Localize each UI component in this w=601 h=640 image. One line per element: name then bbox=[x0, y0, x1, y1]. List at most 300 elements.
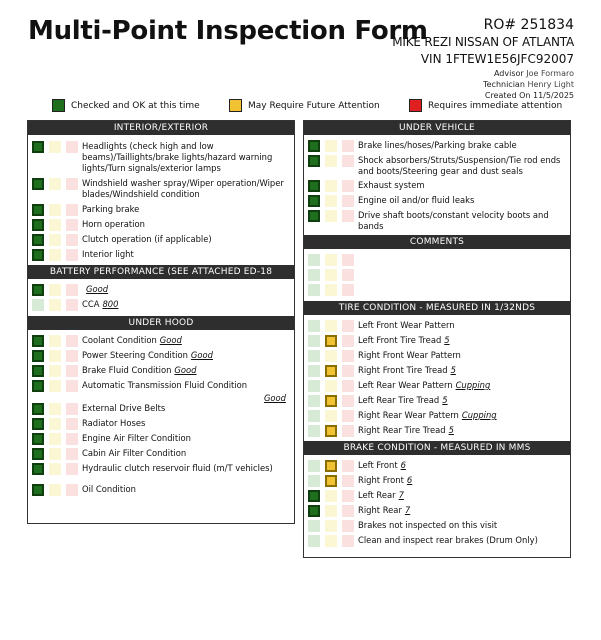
interior-section bbox=[28, 135, 294, 265]
status-boxes bbox=[308, 395, 355, 407]
item-text bbox=[358, 460, 566, 471]
tire-row bbox=[304, 393, 570, 408]
ok-checkbox[interactable] bbox=[308, 505, 320, 517]
vin-label: VIN bbox=[420, 52, 442, 66]
hood-row bbox=[28, 416, 294, 431]
ok-checkbox[interactable] bbox=[32, 234, 44, 246]
brake-row bbox=[304, 518, 570, 533]
future-checkbox[interactable] bbox=[49, 403, 61, 415]
technician-value: Henry Light bbox=[527, 80, 574, 89]
item-text bbox=[82, 299, 290, 310]
ok-checkbox[interactable] bbox=[308, 140, 320, 152]
immediate-checkbox[interactable] bbox=[342, 395, 354, 407]
ok-checkbox[interactable] bbox=[32, 484, 44, 496]
item-text bbox=[358, 350, 566, 361]
item-value: 7 bbox=[404, 505, 411, 515]
future-checkbox[interactable] bbox=[325, 335, 337, 347]
item-text bbox=[82, 335, 290, 346]
immediate-checkbox[interactable] bbox=[66, 204, 78, 216]
interior-row bbox=[28, 202, 294, 217]
immediate-checkbox[interactable] bbox=[342, 410, 354, 422]
hood-row bbox=[28, 333, 294, 348]
immediate-checkbox[interactable] bbox=[342, 335, 354, 347]
status-boxes bbox=[32, 299, 79, 311]
item-label: Left Rear Wear Pattern bbox=[358, 380, 453, 390]
item-label: Cabin Air Filter Condition bbox=[82, 448, 187, 458]
ok-checkbox[interactable] bbox=[308, 180, 320, 192]
future-checkbox[interactable] bbox=[325, 505, 337, 517]
status-boxes bbox=[32, 380, 79, 392]
status-boxes bbox=[32, 350, 79, 362]
future-checkbox[interactable] bbox=[325, 395, 337, 407]
ok-checkbox[interactable] bbox=[308, 195, 320, 207]
comments-header: COMMENTS bbox=[304, 235, 570, 249]
status-boxes bbox=[308, 380, 355, 392]
future-checkbox[interactable] bbox=[49, 249, 61, 261]
legend-ok bbox=[52, 99, 200, 112]
item-value: 6 bbox=[400, 460, 406, 470]
interior-row bbox=[28, 176, 294, 202]
legend-immediate bbox=[409, 99, 562, 112]
ok-checkbox[interactable] bbox=[32, 219, 44, 231]
future-checkbox[interactable] bbox=[49, 418, 61, 430]
immediate-checkbox[interactable] bbox=[342, 284, 354, 296]
item-text bbox=[358, 365, 566, 376]
ok-checkbox[interactable] bbox=[308, 395, 320, 407]
item-text bbox=[82, 234, 290, 245]
status-boxes bbox=[32, 418, 79, 430]
ok-checkbox[interactable] bbox=[32, 299, 44, 311]
item-label: Drive shaft boots/constant velocity boots and bands bbox=[358, 210, 549, 231]
item-value: 6 bbox=[406, 475, 413, 485]
right-panel bbox=[303, 120, 571, 558]
tire-row bbox=[304, 318, 570, 333]
future-checkbox[interactable] bbox=[49, 219, 61, 231]
item-text bbox=[358, 425, 566, 436]
item-label: Left Front Tire Tread bbox=[358, 335, 442, 345]
immediate-checkbox[interactable] bbox=[66, 433, 78, 445]
advisor-label: Advisor bbox=[493, 69, 524, 78]
item-text bbox=[358, 380, 566, 391]
immediate-checkbox[interactable] bbox=[66, 448, 78, 460]
future-checkbox[interactable] bbox=[325, 380, 337, 392]
ok-checkbox[interactable] bbox=[308, 380, 320, 392]
item-label: Automatic Transmission Fluid Condition bbox=[82, 380, 248, 390]
item-text bbox=[358, 335, 566, 346]
item-value: Cupping bbox=[461, 410, 497, 420]
immediate-checkbox[interactable] bbox=[342, 535, 354, 547]
technician-label: Technician bbox=[483, 80, 525, 89]
battery-header: BATTERY PERFORMANCE (SEE ATTACHED ED-18 PRINTOUT) bbox=[28, 265, 294, 279]
future-checkbox[interactable] bbox=[49, 335, 61, 347]
future-checkbox[interactable] bbox=[325, 284, 337, 296]
item-value: Good bbox=[263, 393, 286, 403]
item-text bbox=[358, 180, 566, 191]
status-boxes bbox=[308, 475, 355, 487]
item-label: External Drive Belts bbox=[82, 403, 166, 413]
ok-checkbox[interactable] bbox=[308, 425, 320, 437]
future-checkbox[interactable] bbox=[49, 234, 61, 246]
future-checkbox[interactable] bbox=[49, 141, 61, 153]
ok-checkbox[interactable] bbox=[32, 448, 44, 460]
item-value: Good bbox=[159, 335, 182, 345]
status-boxes bbox=[308, 460, 355, 472]
tire-row bbox=[304, 348, 570, 363]
item-text bbox=[358, 395, 566, 406]
ok-checkbox[interactable] bbox=[32, 335, 44, 347]
future-checkbox[interactable] bbox=[325, 254, 337, 266]
future-checkbox[interactable] bbox=[49, 299, 61, 311]
status-boxes bbox=[32, 365, 79, 377]
immediate-checkbox[interactable] bbox=[66, 350, 78, 362]
ok-checkbox[interactable] bbox=[32, 433, 44, 445]
future-checkbox[interactable] bbox=[325, 195, 337, 207]
future-checkbox[interactable] bbox=[49, 365, 61, 377]
immediate-checkbox[interactable] bbox=[66, 463, 78, 475]
status-boxes bbox=[308, 335, 355, 347]
status-boxes bbox=[308, 284, 355, 296]
item-text bbox=[82, 219, 290, 230]
legend-immediate-label: Requires immediate attention bbox=[428, 100, 563, 111]
status-boxes bbox=[32, 178, 79, 190]
future-checkbox[interactable] bbox=[49, 484, 61, 496]
future-checkbox[interactable] bbox=[49, 463, 61, 475]
status-boxes bbox=[32, 433, 79, 445]
ro-number: RO# 251834 bbox=[483, 17, 574, 33]
ok-checkbox[interactable] bbox=[32, 365, 44, 377]
item-label: Horn operation bbox=[82, 219, 145, 229]
status-boxes bbox=[32, 204, 79, 216]
item-label: Interior light bbox=[82, 249, 134, 259]
status-boxes bbox=[32, 463, 79, 475]
interior-row bbox=[28, 247, 294, 262]
item-label: Headlights (check high and low beams)/Taillights/brake lights/hazard warning lights/Turn signals/exterior lamps bbox=[82, 141, 273, 173]
status-boxes bbox=[308, 350, 355, 362]
immediate-checkbox[interactable] bbox=[342, 380, 354, 392]
future-checkbox[interactable] bbox=[325, 269, 337, 281]
item-label: Brake Fluid Condition bbox=[82, 365, 172, 375]
future-checkbox[interactable] bbox=[49, 204, 61, 216]
item-label: Engine Air Filter Condition bbox=[82, 433, 191, 443]
item-text bbox=[82, 484, 290, 495]
status-boxes bbox=[308, 254, 355, 266]
hood-row bbox=[28, 461, 294, 482]
item-label: Right Rear Tire Tread bbox=[358, 425, 446, 435]
immediate-checkbox[interactable] bbox=[342, 365, 354, 377]
item-value: 7 bbox=[398, 490, 404, 500]
future-checkbox[interactable] bbox=[49, 380, 61, 392]
item-text bbox=[358, 505, 566, 516]
ok-checkbox[interactable] bbox=[32, 178, 44, 190]
immediate-checkbox[interactable] bbox=[342, 155, 354, 167]
status-boxes bbox=[308, 210, 355, 222]
item-label: Windshield washer spray/Wiper operation/Wiper blades/Windshield condition bbox=[82, 178, 284, 199]
item-value: Cupping bbox=[455, 380, 491, 390]
item-text bbox=[82, 418, 290, 429]
future-checkbox[interactable] bbox=[49, 350, 61, 362]
comments-section bbox=[304, 249, 570, 301]
legend-future-swatch bbox=[229, 99, 242, 112]
item-label: Oil Condition bbox=[82, 484, 136, 494]
item-text bbox=[358, 155, 566, 177]
status-boxes bbox=[308, 195, 355, 207]
item-text bbox=[82, 350, 290, 361]
future-checkbox[interactable] bbox=[325, 490, 337, 502]
item-label: Exhaust system bbox=[358, 180, 425, 190]
vehicle-row bbox=[304, 208, 570, 232]
status-boxes bbox=[32, 403, 79, 415]
brake-row bbox=[304, 458, 570, 473]
advisor-line bbox=[392, 68, 574, 79]
legend-ok-label: Checked and OK at this time bbox=[71, 100, 200, 111]
immediate-checkbox[interactable] bbox=[66, 418, 78, 430]
item-label: Brakes not inspected on this visit bbox=[358, 520, 498, 530]
future-checkbox[interactable] bbox=[49, 433, 61, 445]
immediate-checkbox[interactable] bbox=[342, 195, 354, 207]
vehicle-row bbox=[304, 138, 570, 153]
status-boxes bbox=[32, 448, 79, 460]
future-checkbox[interactable] bbox=[325, 140, 337, 152]
immediate-checkbox[interactable] bbox=[342, 140, 354, 152]
hood-row bbox=[28, 401, 294, 416]
legend-future-label: May Require Future Attention bbox=[248, 100, 380, 111]
immediate-checkbox[interactable] bbox=[66, 380, 78, 392]
legend-future bbox=[229, 99, 380, 112]
item-value: Good bbox=[86, 284, 109, 294]
item-label: Radiator Hoses bbox=[82, 418, 146, 428]
legend-immediate-swatch bbox=[409, 99, 422, 112]
ok-checkbox[interactable] bbox=[308, 210, 320, 222]
status-boxes bbox=[308, 180, 355, 192]
future-checkbox[interactable] bbox=[325, 425, 337, 437]
status-boxes bbox=[32, 141, 79, 153]
dealer-name: MIKE REZI NISSAN OF ATLANTA bbox=[392, 35, 574, 49]
status-boxes bbox=[308, 410, 355, 422]
immediate-checkbox[interactable] bbox=[342, 180, 354, 192]
immediate-checkbox[interactable] bbox=[342, 505, 354, 517]
left-panel bbox=[27, 120, 295, 524]
item-label: Left Rear Tire Tread bbox=[358, 395, 440, 405]
tire-header: TIRE CONDITION - MEASURED IN 1/32NDS bbox=[304, 301, 570, 315]
hood-header: UNDER HOOD bbox=[28, 316, 294, 330]
created-on: Created On 11/5/2025 bbox=[484, 91, 574, 100]
item-label: Right Front Wear Pattern bbox=[358, 350, 461, 360]
vehicle-row bbox=[304, 153, 570, 178]
ok-checkbox[interactable] bbox=[308, 460, 320, 472]
hood-section bbox=[28, 330, 294, 501]
item-label: Left Front Wear Pattern bbox=[358, 320, 455, 330]
battery-section bbox=[28, 279, 294, 316]
ok-checkbox[interactable] bbox=[32, 350, 44, 362]
item-text bbox=[82, 380, 290, 403]
tire-row bbox=[304, 333, 570, 348]
item-text bbox=[358, 475, 566, 486]
brake-row bbox=[304, 473, 570, 488]
item-label: Right Rear bbox=[358, 505, 402, 515]
item-text bbox=[358, 320, 566, 331]
immediate-checkbox[interactable] bbox=[342, 520, 354, 532]
item-text bbox=[358, 520, 566, 531]
status-boxes bbox=[32, 219, 79, 231]
item-label: Brake lines/hoses/Parking brake cable bbox=[358, 140, 517, 150]
brake-row bbox=[304, 503, 570, 518]
vehicle-row bbox=[304, 178, 570, 193]
vehicle-section bbox=[304, 135, 570, 235]
brake-section bbox=[304, 455, 570, 550]
ok-checkbox[interactable] bbox=[32, 403, 44, 415]
page-title: Multi-Point Inspection Form bbox=[28, 16, 428, 46]
immediate-checkbox[interactable] bbox=[342, 490, 354, 502]
future-checkbox[interactable] bbox=[325, 350, 337, 362]
immediate-checkbox[interactable] bbox=[342, 320, 354, 332]
item-label: Right Front bbox=[358, 475, 404, 485]
item-text bbox=[358, 490, 566, 501]
ok-checkbox[interactable] bbox=[308, 365, 320, 377]
item-label: CCA bbox=[82, 299, 100, 309]
battery-row bbox=[28, 282, 294, 297]
status-boxes bbox=[308, 365, 355, 377]
ok-checkbox[interactable] bbox=[308, 520, 320, 532]
item-text bbox=[82, 249, 290, 260]
immediate-checkbox[interactable] bbox=[342, 269, 354, 281]
future-checkbox[interactable] bbox=[325, 535, 337, 547]
status-boxes bbox=[32, 335, 79, 347]
future-checkbox[interactable] bbox=[325, 475, 337, 487]
ok-checkbox[interactable] bbox=[308, 490, 320, 502]
ok-checkbox[interactable] bbox=[308, 269, 320, 281]
ok-checkbox[interactable] bbox=[308, 155, 320, 167]
brake-header: BRAKE CONDITION - MEASURED IN MMS bbox=[304, 441, 570, 455]
status-boxes bbox=[308, 140, 355, 152]
ok-checkbox[interactable] bbox=[308, 475, 320, 487]
item-value: 5 bbox=[442, 395, 448, 405]
future-checkbox[interactable] bbox=[325, 320, 337, 332]
item-value: 5 bbox=[450, 365, 456, 375]
legend bbox=[0, 99, 601, 115]
immediate-checkbox[interactable] bbox=[342, 425, 354, 437]
interior-row bbox=[28, 217, 294, 232]
item-text bbox=[82, 463, 290, 474]
ok-checkbox[interactable] bbox=[32, 463, 44, 475]
ok-checkbox[interactable] bbox=[308, 254, 320, 266]
future-checkbox[interactable] bbox=[49, 178, 61, 190]
immediate-checkbox[interactable] bbox=[342, 350, 354, 362]
header-info bbox=[392, 16, 574, 101]
item-text bbox=[358, 535, 566, 546]
item-text bbox=[82, 141, 290, 174]
tire-row bbox=[304, 363, 570, 378]
hood-row bbox=[28, 348, 294, 363]
future-checkbox[interactable] bbox=[325, 210, 337, 222]
item-label: Hydraulic clutch reservoir fluid (m/T vehicles) bbox=[82, 463, 273, 473]
future-checkbox[interactable] bbox=[325, 155, 337, 167]
vin-value: 1FTEW1E56JFC92007 bbox=[445, 52, 574, 66]
ok-checkbox[interactable] bbox=[32, 204, 44, 216]
ok-checkbox[interactable] bbox=[32, 141, 44, 153]
immediate-checkbox[interactable] bbox=[66, 234, 78, 246]
hood-row bbox=[28, 446, 294, 461]
immediate-checkbox[interactable] bbox=[66, 219, 78, 231]
ok-checkbox[interactable] bbox=[308, 320, 320, 332]
interior-row bbox=[28, 232, 294, 247]
future-checkbox[interactable] bbox=[325, 180, 337, 192]
immediate-checkbox[interactable] bbox=[66, 484, 78, 496]
ok-checkbox[interactable] bbox=[32, 249, 44, 261]
item-text bbox=[82, 403, 290, 414]
status-boxes bbox=[308, 505, 355, 517]
immediate-checkbox[interactable] bbox=[66, 403, 78, 415]
immediate-checkbox[interactable] bbox=[342, 460, 354, 472]
future-checkbox[interactable] bbox=[49, 448, 61, 460]
hood-row bbox=[28, 482, 294, 497]
item-text bbox=[82, 204, 290, 215]
immediate-checkbox[interactable] bbox=[66, 141, 78, 153]
item-label: Clean and inspect rear brakes (Drum Only) bbox=[358, 535, 538, 545]
ok-checkbox[interactable] bbox=[308, 284, 320, 296]
future-checkbox[interactable] bbox=[49, 284, 61, 296]
future-checkbox[interactable] bbox=[325, 365, 337, 377]
item-label: Right Front Tire Tread bbox=[358, 365, 448, 375]
item-label: Coolant Condition bbox=[82, 335, 157, 345]
immediate-checkbox[interactable] bbox=[66, 335, 78, 347]
ok-checkbox[interactable] bbox=[308, 350, 320, 362]
immediate-checkbox[interactable] bbox=[342, 475, 354, 487]
technician-line bbox=[392, 79, 574, 90]
comments-row bbox=[304, 282, 570, 297]
hood-row bbox=[28, 378, 294, 401]
ok-checkbox[interactable] bbox=[308, 335, 320, 347]
ok-checkbox[interactable] bbox=[308, 535, 320, 547]
vin-line bbox=[392, 51, 574, 68]
immediate-checkbox[interactable] bbox=[66, 365, 78, 377]
immediate-checkbox[interactable] bbox=[66, 284, 78, 296]
ok-checkbox[interactable] bbox=[308, 410, 320, 422]
status-boxes bbox=[308, 155, 355, 167]
future-checkbox[interactable] bbox=[325, 520, 337, 532]
status-boxes bbox=[32, 249, 79, 261]
item-text bbox=[82, 433, 290, 444]
interior-row bbox=[28, 139, 294, 176]
immediate-checkbox[interactable] bbox=[66, 249, 78, 261]
vehicle-row bbox=[304, 193, 570, 208]
ok-checkbox[interactable] bbox=[32, 284, 44, 296]
immediate-checkbox[interactable] bbox=[342, 210, 354, 222]
ok-checkbox[interactable] bbox=[32, 380, 44, 392]
ok-checkbox[interactable] bbox=[32, 418, 44, 430]
item-value: Good bbox=[190, 350, 213, 360]
future-checkbox[interactable] bbox=[325, 410, 337, 422]
item-label: Clutch operation (if applicable) bbox=[82, 234, 212, 244]
item-text bbox=[358, 140, 566, 151]
status-boxes bbox=[32, 234, 79, 246]
item-value: 5 bbox=[444, 335, 450, 345]
immediate-checkbox[interactable] bbox=[342, 254, 354, 266]
item-text bbox=[358, 195, 566, 206]
item-label: Shock absorbers/Struts/Suspension/Tie rod ends and boots/Steering gear and dust seals bbox=[358, 155, 561, 176]
item-text bbox=[358, 410, 566, 421]
item-text bbox=[82, 365, 290, 376]
item-value: Good bbox=[174, 365, 197, 375]
immediate-checkbox[interactable] bbox=[66, 178, 78, 190]
item-text bbox=[82, 448, 290, 459]
immediate-checkbox[interactable] bbox=[66, 299, 78, 311]
comments-row bbox=[304, 252, 570, 267]
comments-row bbox=[304, 267, 570, 282]
item-text bbox=[358, 210, 566, 232]
brake-row bbox=[304, 533, 570, 548]
future-checkbox[interactable] bbox=[325, 460, 337, 472]
tire-row bbox=[304, 423, 570, 438]
